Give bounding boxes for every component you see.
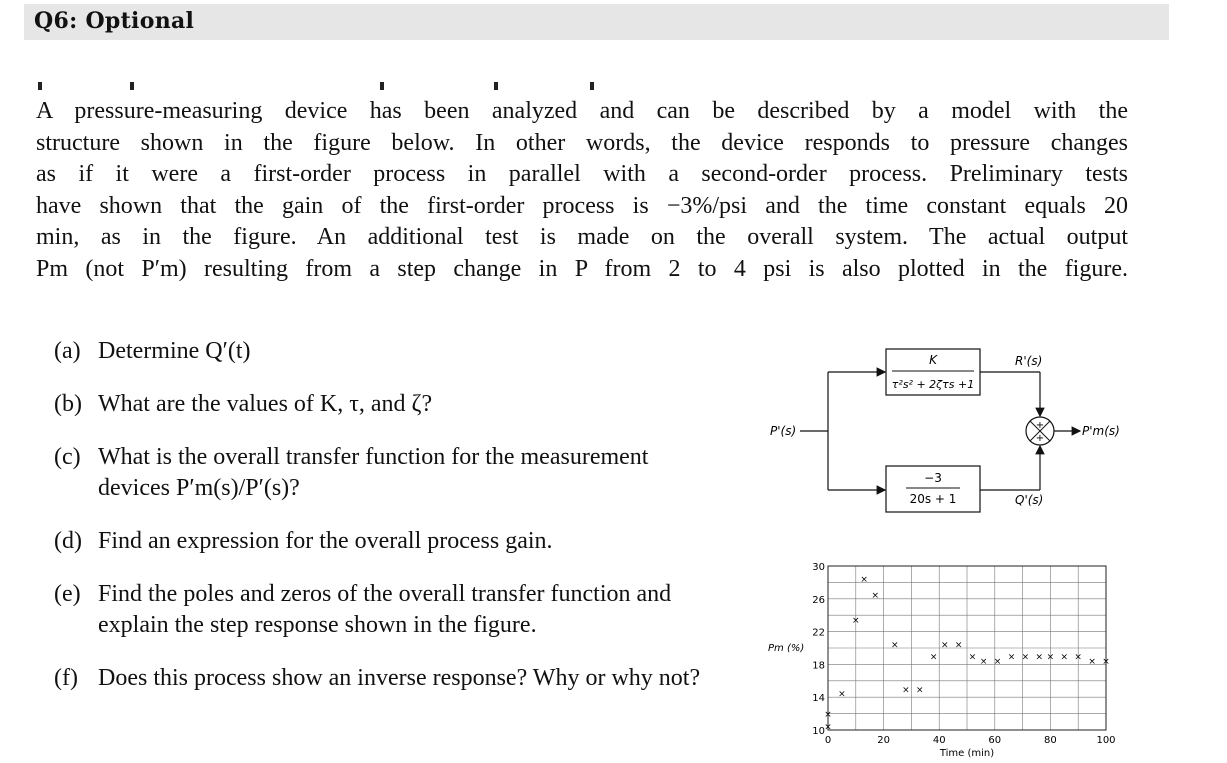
question-text-continued: explain the step response shown in the figure.	[98, 612, 537, 638]
question-text: What are the values of K, τ, and ζ?	[98, 391, 433, 417]
block-diagram	[760, 340, 1130, 520]
data-point: ×	[1007, 652, 1016, 663]
data-point: ×	[1102, 656, 1110, 667]
data-point: ×	[860, 574, 868, 585]
data-point: ×	[929, 652, 938, 663]
question-text: What is the overall transfer function for the measurement	[98, 444, 649, 470]
data-point: ×	[824, 722, 832, 733]
question-text: Determine Q′(t)	[98, 338, 251, 364]
y-axis-label: Pm (%)	[768, 643, 805, 654]
problem-statement	[36, 96, 1128, 285]
data-point: ×	[838, 689, 846, 700]
data-point: ×	[915, 685, 924, 696]
question-f	[54, 663, 740, 694]
data-point: ×	[940, 640, 949, 651]
data-point: ×	[1035, 652, 1044, 663]
intro-line: Pm (not P′m) resulting from a step change in P from 2 to 4 psi is also plotted in the figure.	[36, 255, 1128, 282]
x-tick-label: 60	[988, 735, 1002, 746]
data-point: ×	[979, 656, 988, 667]
clipped-text-remnant	[34, 76, 1134, 90]
data-point: ×	[1021, 652, 1030, 663]
data-point: ×	[954, 640, 963, 651]
plus-sign-top: +	[1035, 420, 1045, 431]
question-text: Find the poles and zeros of the overall transfer function and	[98, 581, 672, 607]
intro-line: as if it were a first-order process in parallel with a second-order process. Preliminary tests	[36, 161, 1128, 187]
y-tick-label: 18	[812, 660, 825, 672]
data-point: ×	[1046, 652, 1055, 663]
x-tick-label: 0	[824, 735, 832, 746]
question-e	[54, 579, 740, 641]
y-tick-label: 22	[812, 627, 825, 639]
data-point: ×	[902, 685, 910, 696]
top-signal-label: R'(s)	[1015, 354, 1043, 368]
data-point: ×	[1060, 652, 1069, 663]
data-point: ×	[871, 591, 880, 602]
top-block-numerator: K	[929, 353, 937, 367]
question-label: (f)	[54, 665, 78, 691]
x-tick-label: 100	[1096, 735, 1116, 746]
y-tick-label: 14	[812, 693, 825, 705]
chart-axes	[812, 562, 1115, 746]
input-signal-label: P'(s)	[770, 424, 797, 438]
question-header	[24, 4, 1169, 40]
question-label: (c)	[54, 444, 81, 470]
question-label: (e)	[54, 581, 81, 607]
question-text: Does this process show an inverse response? Why or why not?	[98, 665, 701, 691]
output-signal-label: P'm(s)	[1082, 424, 1120, 438]
question-label: (d)	[54, 528, 82, 554]
top-block-denominator: τ²s² + 2ζτs +1	[891, 378, 975, 391]
question-title: Q6: Optional	[34, 8, 195, 34]
data-point: ×	[993, 656, 1002, 667]
x-tick-label: 40	[932, 735, 946, 746]
y-tick-label: 10	[812, 726, 825, 737]
data-point: ×	[968, 652, 977, 663]
intro-line: min, as in the figure. An additional test is made on the overall system. The actual output	[36, 224, 1128, 250]
y-tick-label: 30	[812, 562, 825, 573]
x-tick-label: 80	[1044, 735, 1057, 746]
question-b	[54, 389, 740, 420]
question-label: (b)	[54, 391, 82, 417]
question-c	[54, 442, 740, 504]
question-a	[54, 336, 740, 367]
chart-grid	[828, 566, 1106, 730]
bottom-signal-label: Q'(s)	[1015, 493, 1044, 507]
data-point: ×	[1088, 656, 1096, 667]
bottom-block-denominator: 20s + 1	[909, 492, 957, 506]
data-point: ×	[1074, 652, 1082, 663]
question-text-continued: devices P′m(s)/P′(s)?	[98, 475, 300, 501]
x-axis-label: Time (min)	[939, 748, 995, 759]
plus-sign-bottom: +	[1035, 433, 1045, 444]
data-point: ×	[824, 710, 832, 721]
intro-line: structure shown in the figure below. In other words, the device responds to pressure changes	[36, 129, 1128, 156]
step-response-chart	[760, 556, 1130, 761]
y-tick-label: 26	[812, 594, 825, 606]
question-label: (a)	[54, 338, 81, 364]
x-tick-label: 20	[877, 735, 890, 746]
question-d	[54, 526, 740, 557]
data-point: ×	[852, 615, 860, 626]
intro-line: A pressure-measuring device has been analyzed and can be described by a model with the	[36, 98, 1128, 124]
question-text: Find an expression for the overall process gain.	[98, 528, 553, 554]
bottom-block-numerator: −3	[924, 471, 942, 485]
intro-line: have shown that the gain of the first-order process is −3%/psi and the time constant equals 20	[36, 192, 1128, 219]
data-point: ×	[890, 640, 899, 651]
